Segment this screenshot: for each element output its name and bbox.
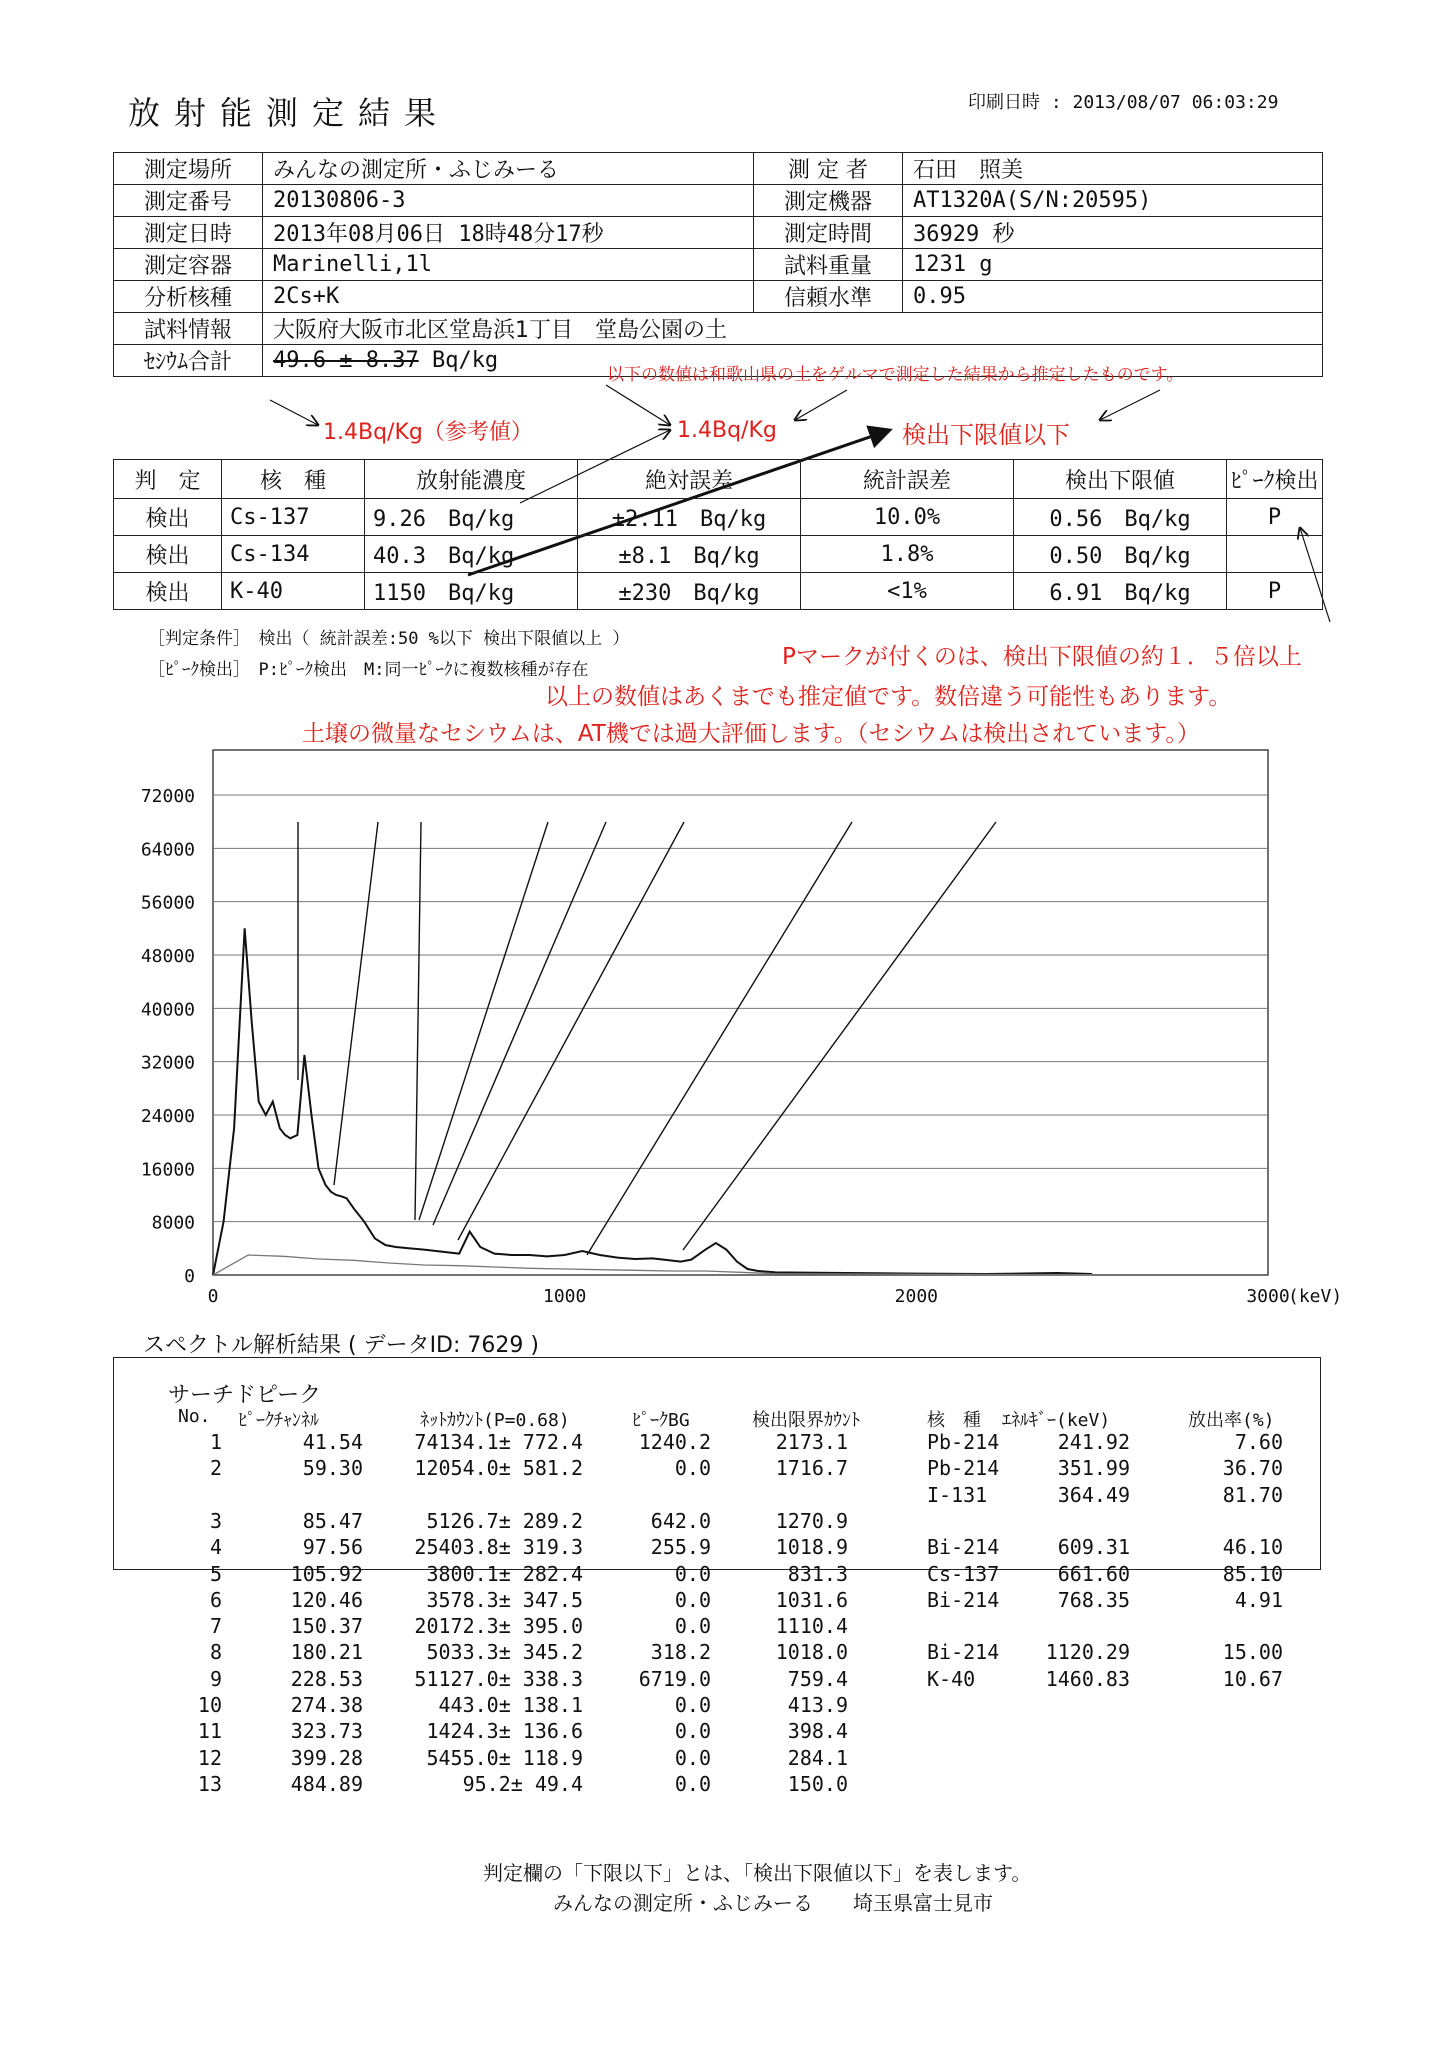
peak-cell-en: 241.92 [1057, 1430, 1130, 1454]
peak-cell-net: 5033.3± 345.2 [426, 1640, 583, 1665]
peak-cell-net: 74134.1± 772.4 [414, 1430, 583, 1454]
peak-conditions: ［ﾋﾟｰｸ検出］ P:ﾋﾟｰｸ検出 M:同一ﾋﾟｰｸに複数核種が存在 [148, 660, 589, 680]
spectrum-title: スペクトル解析結果 ( データID: 7629 ) [143, 1333, 539, 1358]
peak-cell-ch: 150.37 [290, 1614, 363, 1639]
peak-cell-ch: 399.28 [290, 1745, 363, 1770]
sample-label: 試料情報 [114, 313, 263, 345]
peak-cell [1227, 536, 1323, 573]
peak-cell-ch: 120.46 [290, 1587, 363, 1612]
peak-cell-rate: 81.70 [1222, 1482, 1283, 1507]
ref-value-1: 1.4Bq/Kg（参考値） [323, 420, 533, 445]
y-tick-label: 48000 [140, 946, 195, 967]
peak-cell-en: 661.60 [1057, 1561, 1130, 1586]
peak-cell-bg: 0.0 [674, 1614, 711, 1639]
x-tick-label: 3000 [1246, 1286, 1290, 1307]
judge-col-conc: 放射能濃度 [365, 460, 578, 499]
weight-label: 試料重量 [754, 249, 903, 281]
peak-cell-ch: 484.89 [290, 1771, 363, 1796]
stat-cell: 1.8% [801, 536, 1014, 573]
peak-cell-bg: 318.2 [650, 1640, 711, 1665]
container-label: 測定容器 [114, 249, 263, 281]
limit-cell: 6.91 Bq/kg [1014, 573, 1227, 610]
peak-cell: P [1227, 499, 1323, 536]
peak-cell-nuc: Bi-214 [927, 1640, 1000, 1665]
datetime-value: 2013年08月06日 18時48分17秒 [263, 217, 754, 249]
peak-cell-no: 10 [197, 1693, 222, 1717]
x-tick-label: 2000 [894, 1286, 939, 1307]
judge-col-abs: 絶対誤差 [578, 460, 801, 499]
peak-header-ch: ﾋﾟｰｸﾁｬﾝﾈﾙ [238, 1410, 319, 1431]
spectrum-chart [0, 740, 1447, 1320]
peak-cell-lim: 1270.9 [775, 1508, 848, 1533]
estimate-note: 以上の数値はあくまでも推定値です。数倍違う可能性もあります。 [545, 684, 1232, 710]
peak-cell-no: 11 [197, 1719, 222, 1744]
sample-value: 大阪府大阪市北区堂島浜1丁目 堂島公園の土 [263, 313, 1323, 345]
peak-cell-en: 364.49 [1057, 1482, 1130, 1507]
peak-cell-bg: 0.0 [674, 1561, 711, 1586]
peak-cell-bg: 0.0 [674, 1693, 711, 1717]
peak-cell-net: 5126.7± 289.2 [426, 1508, 583, 1533]
y-tick-label: 8000 [151, 1212, 195, 1234]
nuclide-label: 分析核種 [114, 281, 263, 313]
peak-header-lim: 検出限界ｶｳﾝﾄ [752, 1410, 860, 1431]
peak-cell-no: 7 [209, 1614, 222, 1639]
y-tick-label: 32000 [140, 1052, 195, 1074]
peak-cell-nuc: I-131 [927, 1482, 988, 1507]
peak-cell-bg: 0.0 [674, 1745, 711, 1770]
peak-cell-lim: 1031.6 [775, 1587, 848, 1612]
peak-cell-net: 443.0± 138.1 [438, 1693, 583, 1717]
peak-cell-rate: 36.70 [1222, 1456, 1283, 1481]
judge-col-judge: 判 定 [114, 460, 222, 499]
peak-cell-no: 1 [209, 1430, 222, 1454]
abs-cell: ±2.11 Bq/kg [578, 499, 801, 536]
peak-cell-ch: 59.30 [302, 1456, 363, 1481]
peak-header-rate: 放出率(%) [1188, 1410, 1275, 1431]
measurer-value: 石田 照美 [903, 153, 1323, 185]
peak-cell-bg: 1240.2 [638, 1430, 711, 1454]
peak-cell-no: 8 [209, 1640, 222, 1665]
stat-cell: <1% [801, 573, 1014, 610]
peak-header-bg: ﾋﾟｰｸBG [632, 1410, 690, 1431]
judge-row [114, 573, 1323, 610]
y-tick-label: 40000 [140, 999, 195, 1021]
peak-header-nuc: 核 種 [927, 1410, 981, 1431]
peak-cell: P [1227, 573, 1323, 610]
peak-cell-rate: 46.10 [1222, 1535, 1283, 1560]
peak-cell-rate: 85.10 [1222, 1561, 1283, 1586]
peak-cell-bg: 0.0 [674, 1719, 711, 1744]
peak-cell-net: 12054.0± 581.2 [414, 1456, 583, 1481]
peak-cell-bg: 6719.0 [638, 1666, 711, 1691]
peak-cell-en: 768.35 [1057, 1587, 1130, 1612]
peak-cell-net: 20172.3± 395.0 [414, 1614, 583, 1639]
judge-header-row [114, 460, 1323, 499]
peak-cell-rate: 10.67 [1222, 1666, 1283, 1691]
confidence-value: 0.95 [903, 281, 1323, 313]
cs-total-unit: Bq/kg [431, 348, 499, 373]
peak-cell-no: 4 [209, 1535, 222, 1560]
peak-cell-lim: 1018.0 [775, 1640, 848, 1665]
peak-cell-lim: 413.9 [787, 1693, 848, 1717]
peak-cell-net: 5455.0± 118.9 [426, 1745, 583, 1770]
device-label: 測定機器 [754, 185, 903, 217]
peak-cell-net: 3578.3± 347.5 [426, 1587, 583, 1612]
judge-col-stat: 統計誤差 [801, 460, 1014, 499]
peak-cell-lim: 759.4 [787, 1666, 848, 1691]
peak-cell-bg: 642.0 [650, 1508, 711, 1533]
note-top: 以下の数値は和歌山県の土をゲルマで測定した結果から推定したものです。 [607, 365, 1184, 385]
peak-cell-bg: 0.0 [674, 1771, 711, 1796]
peak-cell-no: 9 [209, 1666, 222, 1691]
cs-total-label: ｾｼｳﾑ合計 [114, 345, 263, 377]
ref-value-3: 検出下限値以下 [902, 421, 1070, 449]
device-value: AT1320A(S/N:20595) [903, 185, 1323, 217]
peak-cell-net: 25403.8± 319.3 [414, 1535, 583, 1560]
conc-cell: 40.3 Bq/kg [365, 536, 578, 573]
y-tick-label: 24000 [140, 1106, 195, 1127]
peak-cell-bg: 255.9 [650, 1535, 711, 1560]
judge-col-peak: ﾋﾟｰｸ検出 [1227, 460, 1323, 499]
peak-cell-en: 351.99 [1057, 1456, 1130, 1481]
peak-cell-lim: 1110.4 [775, 1614, 848, 1639]
judge-cell: 検出 [114, 536, 222, 573]
peak-cell-lim: 1018.9 [775, 1535, 848, 1560]
peak-cell-bg: 0.0 [674, 1456, 711, 1481]
soil-note: 土壌の微量なセシウムは、AT機では過大評価します。（セシウムは検出されています。） [302, 721, 1200, 747]
y-tick-label: 64000 [140, 839, 195, 861]
confidence-label: 信頼水準 [754, 281, 903, 313]
peak-cell-lim: 2173.1 [775, 1430, 848, 1454]
peak-cell-lim: 1716.7 [775, 1456, 848, 1481]
nuclide-cell: Cs-134 [222, 536, 365, 573]
plot-frame [213, 750, 1268, 1275]
limit-cell: 0.50 Bq/kg [1014, 536, 1227, 573]
peak-cell-lim: 150.0 [787, 1771, 848, 1796]
y-tick-label: 72000 [140, 786, 195, 807]
peak-cell-net: 3800.1± 282.4 [426, 1561, 583, 1586]
container-value: Marinelli,1l [263, 249, 754, 281]
peak-header-en: ｴﾈﾙｷﾞｰ(keV) [1002, 1410, 1111, 1431]
peak-cell-ch: 274.38 [290, 1693, 363, 1717]
y-tick-label: 56000 [140, 892, 195, 914]
peak-cell-ch: 85.47 [302, 1508, 363, 1533]
peak-cell-no: 5 [209, 1561, 222, 1586]
peak-header-net: ﾈｯﾄｶｳﾝﾄ(P=0.68) [420, 1410, 570, 1431]
peak-cell-nuc: Bi-214 [927, 1535, 1000, 1560]
peak-cell-en: 609.31 [1057, 1535, 1130, 1560]
peak-cell-lim: 398.4 [787, 1719, 848, 1744]
peak-cell-ch: 41.54 [302, 1430, 363, 1454]
place-value: みんなの測定所・ふじみーる [263, 153, 754, 185]
peak-cell-no: 2 [209, 1456, 222, 1481]
page-title: 放射能測定結果 [128, 94, 451, 132]
peak-cell-ch: 105.92 [290, 1561, 363, 1586]
number-label: 測定番号 [114, 185, 263, 217]
peak-cell-nuc: Cs-137 [927, 1561, 1000, 1586]
place-label: 測定場所 [114, 153, 263, 185]
x-tick-label: 1000 [542, 1286, 587, 1307]
peak-cell-no: 3 [209, 1508, 222, 1533]
peak-cell-no: 6 [209, 1587, 222, 1612]
peak-cell-nuc: K-40 [927, 1666, 976, 1691]
search-peak-label: サーチドピーク [168, 1383, 322, 1408]
peak-cell-no: 12 [197, 1745, 222, 1770]
peak-cell-nuc: Pb-214 [927, 1430, 1000, 1454]
peak-cell-lim: 831.3 [787, 1561, 848, 1586]
nuclide-cell: Cs-137 [222, 499, 365, 536]
x-axis-unit: (keV) [1288, 1286, 1343, 1307]
peak-cell-ch: 180.21 [290, 1640, 363, 1665]
weight-value: 1231 g [903, 249, 1323, 281]
judge-row [114, 536, 1323, 573]
nuclide-cell: K-40 [222, 573, 365, 610]
judge-col-nuclide: 核 種 [222, 460, 365, 499]
peak-cell-ch: 228.53 [290, 1666, 363, 1691]
peak-cell-en: 1460.83 [1045, 1666, 1130, 1691]
peak-cell-nuc: Bi-214 [927, 1587, 1000, 1612]
footer-note: 判定欄の「下限以下」とは、「検出下限値以下」を表します。 [483, 1861, 1032, 1885]
peak-cell-net: 95.2± 49.4 [462, 1771, 583, 1796]
y-tick-label: 16000 [140, 1159, 195, 1181]
peak-header-no: No. [178, 1406, 211, 1427]
footer-org: みんなの測定所・ふじみーる 埼玉県富士見市 [553, 1891, 993, 1915]
peak-cell-en: 1120.29 [1045, 1640, 1130, 1665]
conc-cell: 1150 Bq/kg [365, 573, 578, 610]
duration-label: 測定時間 [754, 217, 903, 249]
judge-conditions: ［判定条件］ 検出（ 統計誤差:50 %以下 検出下限値以上 ） [148, 629, 630, 649]
number-value: 20130806-3 [263, 185, 754, 217]
peak-cell-ch: 97.56 [302, 1535, 363, 1560]
peak-cell-nuc: Pb-214 [927, 1456, 1000, 1481]
judge-cell: 検出 [114, 499, 222, 536]
peak-cell-no: 13 [197, 1771, 222, 1796]
cs-total-value: 49.6 ± 8.37 [273, 348, 419, 373]
limit-cell: 0.56 Bq/kg [1014, 499, 1227, 536]
peak-cell-net: 51127.0± 338.3 [414, 1666, 583, 1691]
conc-cell: 9.26 Bq/kg [365, 499, 578, 536]
judgement-table [113, 459, 1323, 610]
abs-cell: ±230 Bq/kg [578, 573, 801, 610]
y-tick-label: 0 [184, 1266, 195, 1287]
peak-cell-rate: 4.91 [1234, 1587, 1283, 1612]
judge-col-limit: 検出下限値 [1014, 460, 1227, 499]
judge-cell: 検出 [114, 573, 222, 610]
datetime-label: 測定日時 [114, 217, 263, 249]
peak-cell-bg: 0.0 [674, 1587, 711, 1612]
x-tick-label: 0 [207, 1286, 219, 1307]
peak-cell-rate: 7.60 [1234, 1430, 1283, 1454]
print-date: 印刷日時 : 2013/08/07 06:03:29 [968, 92, 1279, 113]
nuclide-value: 2Cs+K [263, 281, 754, 313]
judge-row [114, 499, 1323, 536]
abs-cell: ±8.1 Bq/kg [578, 536, 801, 573]
peak-cell-net: 1424.3± 136.6 [426, 1719, 583, 1744]
stat-cell: 10.0% [801, 499, 1014, 536]
peak-cell-rate: 15.00 [1222, 1640, 1283, 1665]
duration-value: 36929 秒 [903, 217, 1323, 249]
measurer-label: 測 定 者 [754, 153, 903, 185]
p-mark-note: Pマークが付くのは、検出下限値の約１．５倍以上 [782, 644, 1302, 670]
ref-value-2: 1.4Bq/Kg [677, 418, 777, 443]
peak-cell-ch: 323.73 [290, 1719, 363, 1744]
peak-cell-lim: 284.1 [787, 1745, 848, 1770]
